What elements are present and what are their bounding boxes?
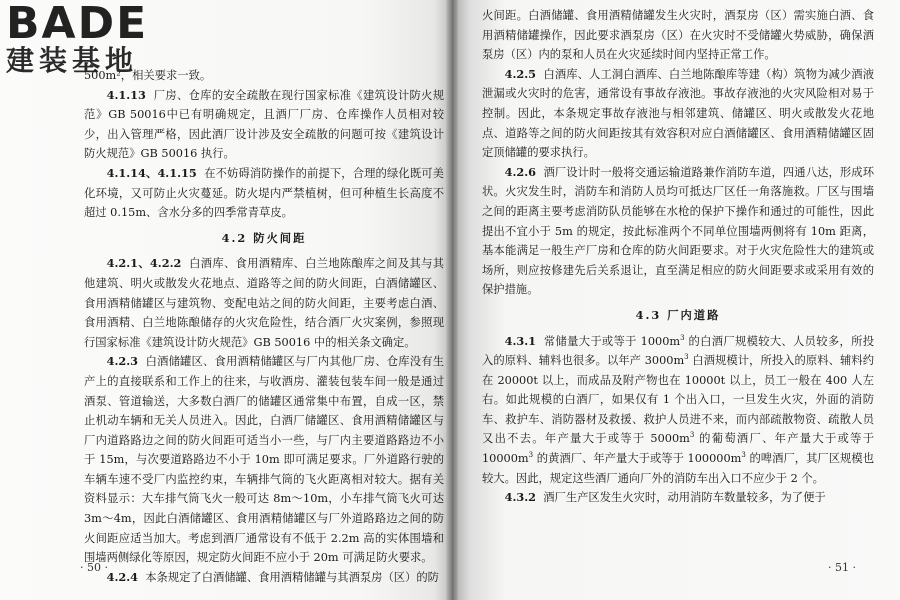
clause-number: 4.3.2 — [504, 490, 537, 505]
clause-4-2-1 — [84, 254, 444, 352]
superscript: 3 — [528, 451, 534, 460]
right-page-text — [482, 6, 874, 508]
clause-number: 4.2.5 — [504, 66, 537, 81]
text-run: 白酒规模计，所投入的原料、辅料约在 20000t 以上，而成品及附产物也在 10000t 以上，员工一般在 400 人左右。如此规模的白酒厂，如果仅有 1 个出入口，一旦发生火灾，外面的消防车、救护车、消防器材及救援、救护人员进不来，而内部疏散物资、疏散人员又出不去。年产量大于或等于 5000m — [482, 354, 874, 446]
clause-number: 4.1.13 — [106, 87, 146, 102]
text-run: 的白酒厂规模较大、人员较多，所投入的原料、辅料也很多。以年产 3000m — [482, 334, 875, 368]
clause-4-2-3 — [84, 352, 444, 568]
superscript: 3 — [689, 431, 695, 440]
clause-4-2-5 — [482, 65, 874, 163]
clause-number: 4.2.4 — [106, 569, 139, 584]
clause-text — [482, 335, 874, 485]
left-page-text — [84, 66, 444, 587]
page-number: · 51 · — [828, 561, 856, 574]
clause-4-2-6 — [482, 163, 874, 300]
clause-text: 酒厂设计时一般将交通运输道路兼作消防车道，四通八达，形成环状。火灾发生时，消防车和消防人员均可抵达厂区任一角落施救。厂区与围墙之间的距离主要考虑消防队员能够在水枪的保护下操作和通过的可能性，因此提出不宜小于 5m 的规定，按此标准两个不同单位围墙两侧将有 10m 距离，基本能满足一般生产厂房和仓库的防火间距要求。对于火灾危险性大的建筑或场所，则应按修建先后关系退让，直至满足相应的防火间距要求或采用有效的保护措施。 — [482, 165, 874, 297]
text-run: 常储量大于或等于 1000m — [543, 334, 681, 348]
clause-4-1-14 — [84, 164, 444, 223]
clause-text: 本条规定了白酒储罐、食用酒精储罐与其酒泵房（区）的防 — [145, 570, 439, 584]
superscript: 3 — [684, 353, 689, 362]
clause-text: 白酒储罐区、食用酒精储罐区与厂内其他厂房、仓库没有生产上的直接联系和工作上的往来，与收酒房、灌装包装车间一般是通过酒泵、管道输送，大多数白酒厂的储罐区通常集中布置，自成一区，禁止机动车辆和无关人员进入。因此，白酒厂储罐区、食用酒精储罐区与厂内道路路边之间的防火间距可适当小一些，与厂内主要道路路边不小于 15m，与次要道路路边不小于 10m 即可满足要求。厂外道路行驶的车辆车速不受厂内监控约束，车辆排气筒的飞火距离相对较大。据有关资料显示：大车排气筒飞火一般可达 8m～10m，小车排气筒飞火可达 3m～4m，因此白酒储罐区、食用酒精储罐区与厂外道路路边之间的防火间距应适当加大。考虑到酒厂通常设有不低于 2.2m 高的实体围墙和围墙两侧绿化等原因，规定防火间距不应小于 20m 可满足防火要求。 — [84, 355, 444, 565]
text-run: 的啤酒厂，其厂区规模也较大。因此，规定这些酒厂通向厂外的消防车出入口不应少于 2 个。 — [482, 452, 874, 485]
page-number: · 50 · — [80, 561, 108, 574]
clause-number: 4.2.3 — [106, 354, 139, 369]
watermark-logo — [6, 2, 174, 76]
clause-text: 酒厂生产区发生火灾时，动用消防车数量较多，为了便于 — [543, 491, 826, 505]
clause-number: 4.2.1、4.2.2 — [106, 256, 182, 271]
section-heading-4-2: 4.2 防火间距 — [221, 230, 307, 245]
logo-wordmark: BADE — [6, 0, 149, 49]
book-gutter-shadow — [446, 0, 458, 600]
superscript: 3 — [680, 333, 685, 342]
paragraph-continuation: 500m²，相关要求一致。 — [84, 69, 212, 82]
clause-text: 白酒库、人工洞白酒库、白兰地陈酿库等建（构）筑物为减少酒液泄漏或火灾时的危害，通常设有事故存液池。事故存液池的火灾风险相对易于控制。因此，本条规定事故存液池与相邻建筑、储罐区、明火或散发火花地点、道路等之间的防火间距按其有效容积对应白酒储罐区、食用酒精储罐区固定顶储罐的要求执行。 — [482, 67, 874, 160]
superscript: 3 — [741, 451, 746, 460]
clause-number: 4.2.6 — [504, 164, 537, 179]
text-run: 的黄酒厂、年产量大于或等于 100000m — [533, 452, 742, 466]
clause-4-1-13 — [84, 86, 444, 164]
clause-text: 厂房、仓库的安全疏散在现行国家标准《建筑设计防火规范》GB 50016中已有明确规定，且酒厂厂房、仓库操作人员相对较少，出入管理严格，因此酒厂设计涉及安全疏散的问题可按《建筑设计防火规范》GB 50016 执行。 — [84, 88, 444, 161]
clause-4-3-1 — [482, 332, 874, 489]
clause-number: 4.3.1 — [504, 333, 537, 348]
logo-subtitle: 建装基地 — [6, 44, 139, 77]
clause-text: 在不妨碍消防操作的前提下，合理的绿化既可美化环境，又可防止火灾蔓延。防火堤内严禁植树，但可种植生长高度不超过 0.15m、含水分多的四季常青草皮。 — [84, 166, 444, 220]
section-heading-4-3: 4.3 厂内道路 — [635, 307, 721, 322]
paragraph-continuation: 火间距。白酒储罐、食用酒精储罐发生火灾时，酒泵房（区）需实施白酒、食用酒精储罐操作，因此要求酒泵房（区）在火灾时不受储罐火势威胁，确保酒泵房（区）内的泵和人员在火灾延续时间内坚持正常工作。 — [482, 9, 874, 62]
clause-4-3-2 — [482, 488, 874, 508]
right-page — [452, 0, 900, 600]
text-run: 的葡萄酒厂、年产量大于或等于 10000m — [482, 432, 874, 466]
clause-number: 4.1.14、4.1.15 — [106, 165, 197, 180]
clause-4-2-4 — [84, 568, 444, 588]
clause-text: 白酒库、食用酒精库、白兰地陈酿库之间及其与其他建筑、明火或散发火花地点、道路等之间的防火间距，白酒储罐区、食用酒精储罐区与建筑物、变配电站之间的防火间距，主要考虑白酒、食用酒精、白兰地陈酿储存的火灾危险性，结合酒厂火灾案例，参照现行国家标准《建筑设计防火规范》GB 50016 中的相关条文确定。 — [84, 257, 444, 349]
